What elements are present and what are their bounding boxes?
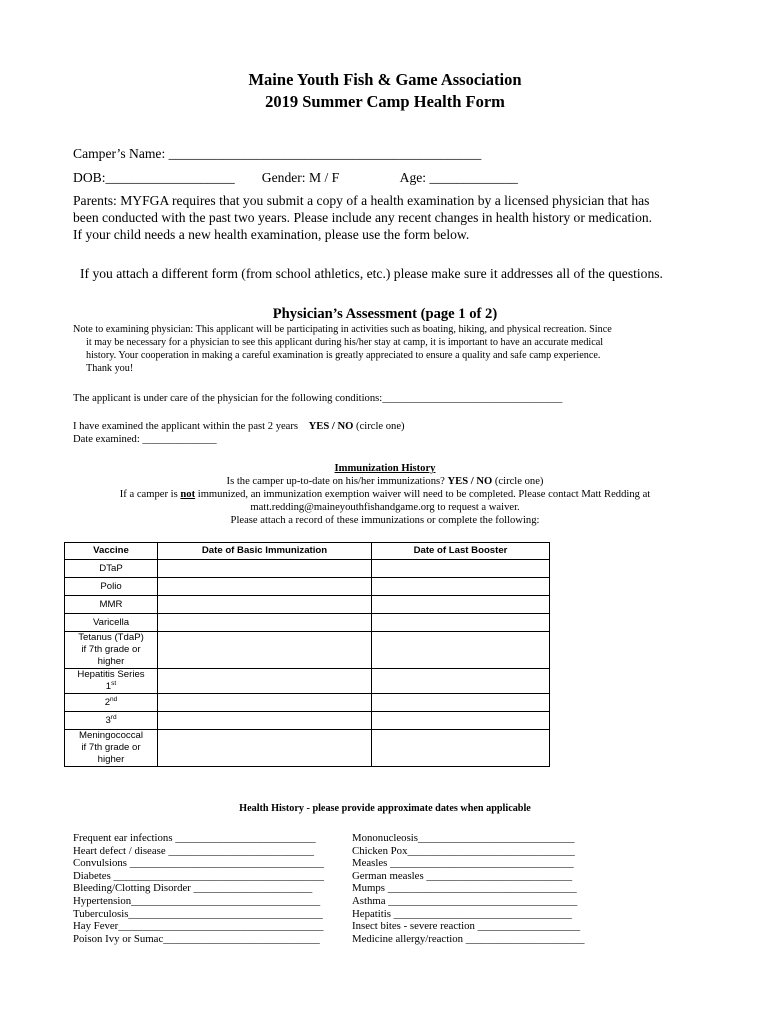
varicella-basic-date-cell[interactable]	[158, 614, 372, 632]
hepatitis-series-label: Hepatitis Series	[77, 669, 145, 680]
hepatitis-dose-2: 2nd	[104, 695, 118, 708]
health-history-left-column	[73, 832, 324, 945]
immunization-question	[0, 476, 770, 487]
immunization-heading: Immunization History	[334, 463, 436, 474]
dob-gender-age-line[interactable]: DOB:___________________ Gender: M / F Age: _____________	[73, 170, 518, 185]
hh-chicken-pox[interactable]: Chicken Pox_______________________________	[352, 844, 575, 857]
table-row	[65, 694, 550, 712]
attach-record-line: Please attach a record of these immunizations or complete the following:	[230, 515, 540, 526]
table-row	[65, 669, 550, 694]
hh-hypertension[interactable]: Hypertension___________________________________	[73, 894, 321, 907]
immunization-circle-one: (circle one)	[494, 476, 544, 487]
dtap-basic-date-cell[interactable]	[158, 560, 372, 578]
physician-note-line-1: Note to examining physician: This applicant will be participating in activities such as boating, hiking, and physical recreation. Since	[73, 324, 612, 335]
hh-asthma[interactable]: Asthma ___________________________________	[352, 894, 578, 907]
waiver-email-line: matt.redding@maineyouthfishandgame.org to request a waiver.	[250, 502, 520, 513]
conditions-field[interactable]: The applicant is under care of the physician for the following conditions:__________________________________	[73, 393, 563, 404]
examined-circle-one: (circle one)	[356, 421, 405, 432]
examined-text: I have examined the applicant within the past 2 years	[73, 421, 299, 432]
hepatitis-2-booster-date-cell[interactable]	[372, 694, 550, 712]
vaccine-varicella: Varicella	[65, 614, 158, 632]
booster-column-header: Date of Last Booster	[372, 543, 550, 560]
hh-ear-infections[interactable]: Frequent ear infections __________________________	[73, 832, 316, 844]
physician-note-line-2: it may be necessary for a physician to see this applicant during his/her stay at camp, it is important to have an accurate medical	[86, 337, 604, 348]
hepatitis-2-basic-date-cell[interactable]	[158, 694, 372, 712]
attach-form-note: If you attach a different form (from school athletics, etc.) please make sure it addresses all of the questions.	[80, 266, 663, 281]
hh-tuberculosis[interactable]: Tuberculosis____________________________________	[73, 907, 323, 920]
tetanus-basic-date-cell[interactable]	[158, 632, 372, 669]
examined-line	[73, 421, 405, 432]
polio-basic-date-cell[interactable]	[158, 578, 372, 596]
health-history-right-column	[352, 832, 585, 945]
meningococcal-line-1: Meningococcal	[79, 730, 143, 741]
mmr-booster-date-cell[interactable]	[372, 596, 550, 614]
table-row	[65, 730, 550, 767]
table-row	[65, 712, 550, 730]
vaccine-meningococcal	[65, 730, 158, 767]
dtap-booster-date-cell[interactable]	[372, 560, 550, 578]
varicella-booster-date-cell[interactable]	[372, 614, 550, 632]
vaccine-column-header: Vaccine	[65, 543, 158, 560]
vaccine-mmr: MMR	[65, 596, 158, 614]
hh-hay-fever[interactable]: Hay Fever______________________________________	[73, 920, 324, 933]
immunization-table	[64, 542, 550, 767]
hepatitis-1-basic-date-cell[interactable]	[158, 669, 372, 694]
polio-booster-date-cell[interactable]	[372, 578, 550, 596]
basic-date-column-header: Date of Basic Immunization	[158, 543, 372, 560]
hh-convulsions[interactable]: Convulsions ____________________________________	[73, 857, 325, 870]
parents-paragraph-line-3: If your child needs a new health examination, please use the form below.	[73, 227, 470, 242]
hh-german-measles[interactable]: German measles ___________________________	[352, 869, 573, 882]
hh-measles[interactable]: Measles __________________________________	[352, 857, 574, 870]
tetanus-booster-date-cell[interactable]	[372, 632, 550, 669]
hh-medicine-allergy[interactable]: Medicine allergy/reaction ______________________	[352, 932, 585, 945]
date-examined-field[interactable]: Date examined: ______________	[73, 434, 217, 445]
form-title: Maine Youth Fish & Game Association	[248, 70, 522, 89]
immunization-question-text: Is the camper up-to-date on his/her immunizations?	[226, 476, 445, 487]
tetanus-line-2: if 7th grade or	[81, 644, 141, 655]
physician-note-line-3: history. Your cooperation in making a careful examination is greatly appreciated to ensure a quality and safe camp experience.	[86, 350, 601, 361]
examined-yes-no[interactable]: YES / NO	[308, 421, 354, 432]
vaccine-polio: Polio	[65, 578, 158, 596]
tetanus-line-1: Tetanus (TdaP)	[78, 632, 144, 643]
hepatitis-dose-3: 3rd	[105, 713, 117, 726]
form-subtitle: 2019 Summer Camp Health Form	[265, 92, 505, 111]
immunization-yes-no[interactable]: YES / NO	[447, 476, 493, 487]
physician-note-line-4: Thank you!	[86, 363, 134, 374]
meningococcal-line-2: if 7th grade or	[81, 742, 141, 753]
hh-mumps[interactable]: Mumps ___________________________________	[352, 882, 577, 895]
hh-bleeding-disorder[interactable]: Bleeding/Clotting Disorder ______________________	[73, 882, 313, 895]
hepatitis-3-basic-date-cell[interactable]	[158, 712, 372, 730]
hepatitis-3-booster-date-cell[interactable]	[372, 712, 550, 730]
table-row	[65, 632, 550, 669]
health-history-heading: Health History - please provide approximate dates when applicable	[239, 803, 531, 814]
waiver-line	[0, 489, 770, 500]
table-row	[65, 596, 550, 614]
hh-insect-bites[interactable]: Insect bites - severe reaction ___________________	[352, 920, 581, 933]
meningococcal-booster-date-cell[interactable]	[372, 730, 550, 767]
vaccine-hepatitis-1	[65, 669, 158, 694]
table-row	[65, 614, 550, 632]
parents-paragraph-line-2: been conducted with the past two years. Please include any recent changes in health history or medication.	[73, 210, 653, 225]
hh-mononucleosis[interactable]: Mononucleosis_____________________________	[352, 832, 575, 844]
meningococcal-basic-date-cell[interactable]	[158, 730, 372, 767]
vaccine-tetanus	[65, 632, 158, 669]
vaccine-hepatitis-3	[65, 712, 158, 730]
hh-heart-defect[interactable]: Heart defect / disease ___________________________	[73, 844, 315, 857]
hh-diabetes[interactable]: Diabetes _______________________________________	[73, 869, 325, 882]
physician-assessment-heading: Physician’s Assessment (page 1 of 2)	[272, 306, 498, 322]
vaccine-hepatitis-2	[65, 694, 158, 712]
camper-name-field[interactable]: Camper’s Name: ______________________________________________	[73, 146, 482, 161]
table-row	[65, 578, 550, 596]
table-header-row	[65, 543, 550, 560]
parents-paragraph-line-1: Parents: MYFGA requires that you submit a copy of a health examination by a licensed physician that has	[73, 193, 650, 208]
hepatitis-1-booster-date-cell[interactable]	[372, 669, 550, 694]
vaccine-dtap: DTaP	[65, 560, 158, 578]
hepatitis-dose-1: 1st	[105, 679, 117, 692]
waiver-prefix: If a camper is	[119, 489, 178, 500]
table-row	[65, 560, 550, 578]
meningococcal-line-3: higher	[97, 754, 125, 765]
mmr-basic-date-cell[interactable]	[158, 596, 372, 614]
tetanus-line-3: higher	[97, 656, 125, 667]
waiver-not: not	[180, 489, 196, 500]
hh-hepatitis[interactable]: Hepatitis _________________________________	[352, 907, 572, 920]
hh-poison-ivy[interactable]: Poison Ivy or Sumac_____________________________	[73, 932, 320, 945]
waiver-suffix: immunized, an immunization exemption waiver will need to be completed. Please contact Matt Redding at	[197, 489, 651, 500]
